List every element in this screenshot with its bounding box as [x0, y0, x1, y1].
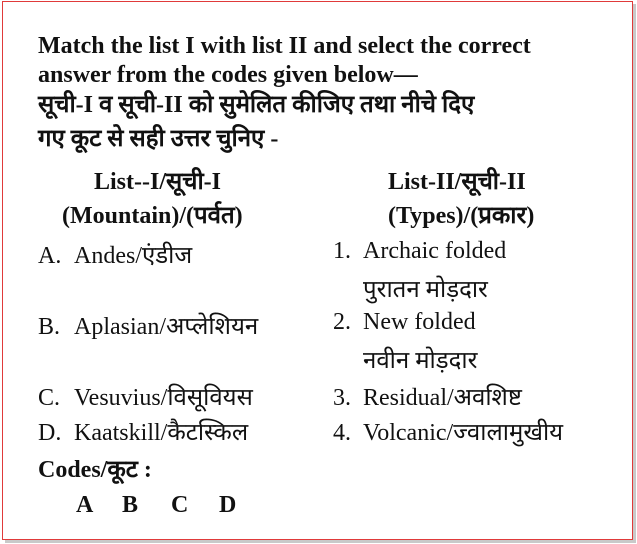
- question-line-1: Match the list I with list II and select the correct: [38, 33, 531, 59]
- code-col-a: A: [76, 492, 94, 518]
- list2-text: Residual/अवशिष्ट: [363, 385, 522, 411]
- list1-header: List--I/सूची-I: [94, 169, 222, 195]
- list1-text: Kaatskill/कैटस्किल: [74, 420, 249, 446]
- list1-item-d: [38, 415, 248, 448]
- list2-num: 1.: [333, 238, 351, 264]
- list2-item-4: [333, 415, 563, 448]
- list1-key: D.: [38, 420, 62, 446]
- question-line-4: गए कूट से सही उत्तर चुनिए -: [38, 126, 279, 152]
- list2-text: Volcanic/ज्वालामुखीय: [363, 420, 564, 446]
- list1-item-c: [38, 380, 253, 413]
- list2-item-3: [333, 380, 522, 413]
- list1-key: A.: [38, 243, 62, 269]
- list2-header: List-II/सूची-II: [388, 169, 526, 195]
- list2-text: Archaic folded: [363, 238, 507, 264]
- list1-key: C.: [38, 385, 61, 411]
- list2-item-1: [333, 238, 506, 265]
- question-line-2: answer from the codes given below—: [38, 62, 418, 88]
- list1-text: Aplasian/अप्लेशियन: [74, 314, 259, 340]
- frame-shadow-bottom: [5, 540, 636, 543]
- code-col-b: B: [122, 492, 139, 518]
- list2-num: 4.: [333, 420, 351, 446]
- question-line-3: सूची-I व सूची-II को सुमेलित कीजिए तथा नीचे दिए: [38, 92, 475, 118]
- list2-item-2: [333, 309, 476, 336]
- codes-label: Codes/कूट :: [38, 457, 152, 483]
- list2-subheader: (Types)/(प्रकार): [388, 203, 535, 229]
- list1-key: B.: [38, 314, 61, 340]
- code-col-c: C: [171, 492, 189, 518]
- list1-subheader: (Mountain)/(पर्वत): [62, 203, 243, 229]
- list2-text: New folded: [363, 309, 476, 335]
- list2-num: 2.: [333, 309, 351, 335]
- list2-num: 3.: [333, 385, 351, 411]
- list1-text: Vesuvius/विसूवियस: [74, 385, 253, 411]
- frame-shadow-right: [633, 4, 636, 543]
- code-col-d: D: [219, 492, 237, 518]
- list1-item-b: [38, 309, 258, 342]
- list1-item-a: [38, 238, 192, 271]
- list1-text: Andes/एंडीज: [74, 243, 193, 269]
- list2-item-1-hindi: पुरातन मोड़दार: [363, 277, 488, 303]
- list2-item-2-hindi: नवीन मोड़दार: [363, 348, 478, 374]
